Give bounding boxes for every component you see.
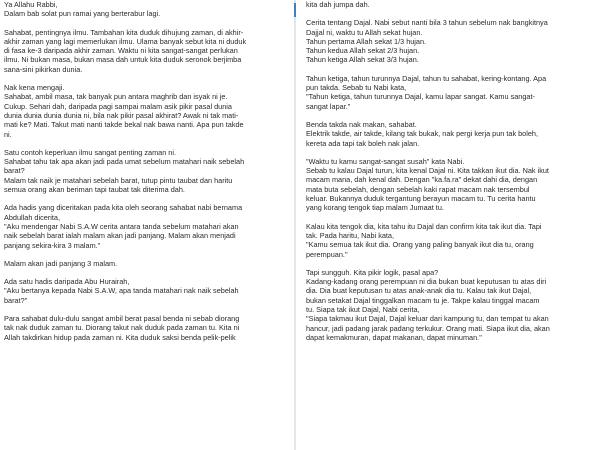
text-line: dia. Dia buat keputusan tu atas anak-anak dia tu. Kalau tak ikut Dajal,: [306, 286, 532, 296]
text-line: Abdullah dicerita,: [4, 212, 60, 222]
text-line: tu. Siapa tak ikut Dajal, Nabi cerita,: [306, 305, 420, 315]
text-line: pun takda. Sebab tu Nabi kata,: [306, 83, 407, 93]
scroll-marker[interactable]: [294, 3, 296, 17]
text-line: Para sahabat dulu-dulu sangat ambil berat pasal benda ni sebab diorang: [4, 314, 240, 324]
text-line: Allah takdirkan hidup pada zaman ni. Kita duduk saksi benda pelik-pelik: [4, 332, 236, 342]
paragraph: [4, 277, 286, 305]
paragraph: [306, 222, 596, 259]
text-line: Malam tak naik je matahari sebelah barat, tutup pintu taubat dan haritu: [4, 175, 233, 185]
text-line: Sahabat, ambil masa, tak banyak pun antara maghrib dan isyak ni je.: [4, 92, 228, 102]
text-line: Kalau kita tengok dia, kita tahu itu Dajal dan confirm kita tak ikut dia. Tapi: [306, 221, 542, 231]
text-line: Ada hadis yang diceritakan pada kita oleh seorang sahabat nabi bernama: [4, 203, 243, 213]
text-line: kita dah jumpa dah.: [306, 0, 370, 9]
text-line: hancur, jadi padang jarak padang terkukur. Orang mati. Siapa ikut dia, akan: [306, 323, 550, 333]
text-line: kereta ada tapi tak boleh nak jalan.: [306, 138, 420, 148]
text-line: Dajjal ni, waktu tu Allah sekat hujan.: [306, 27, 423, 37]
text-line: Nak kena mengaji.: [4, 83, 65, 93]
text-line: tak. Pada haritu, Nabi kata,: [306, 230, 395, 240]
text-line: "Kamu semua tak ikut dia. Orang yang paling banyak ikut dia tu, orang: [306, 240, 534, 250]
text-line: Tahun kedua Allah sekat 2/3 hujan.: [306, 46, 420, 56]
paragraph: [306, 18, 596, 64]
text-line: Tapi sungguh. Kita pikir logik, pasal apa?: [306, 267, 439, 277]
text-line: mata buta sebelah, dengan sebelah kaki rapat macam nak tersembul: [306, 184, 530, 194]
text-line: Tahun pertama Allah sekat 1/3 hujan.: [306, 36, 427, 46]
text-line: "Tahun ketiga, tahun turunnya Dajal, kamu lapar sangat. Kamu sangat-: [306, 92, 535, 102]
paragraph: [4, 203, 286, 249]
text-line: Dalam bab solat pun ramai yang berterabur lagi.: [4, 9, 161, 19]
text-line: perempuan.": [306, 249, 348, 259]
text-line: "Siapa takmau ikut Dajal, Dajal keluar dari kampung tu, dan tempat tu akan: [306, 314, 549, 324]
text-line: sangat lapar.": [306, 101, 351, 111]
text-line: semua orang akan beriman tapi taubat tak diterima dah.: [4, 185, 185, 195]
text-line: ilmu. Ni bukan masa, bukan masa dah untuk kita duduk seronok berjimba: [4, 55, 242, 65]
text-line: Tahun ketiga Allah sekat 3/3 hujan.: [306, 55, 419, 65]
paragraph: [4, 259, 286, 268]
text-line: keluar. Bukannya duduk tergantung berayun macam tu. Tu cerita hantu: [306, 194, 536, 204]
text-line: barat?": [4, 295, 28, 305]
text-line: mati ke? Mati. Takut mati nanti takde bekal nak bawa nanti. Apa pun takde: [4, 120, 244, 130]
text-line: Cerita tentang Dajal. Nabi sebut nanti bila 3 tahun sebelum nak bangkitnya: [306, 18, 548, 28]
text-line: macam mana, dah kenal dah. Dengan "ka.fa.ra" dekat dahi dia, dengan: [306, 175, 538, 185]
left-column: [4, 0, 286, 450]
text-line: Malam akan jadi panjang 3 malam.: [4, 258, 118, 268]
text-line: Satu contoh keperluan ilmu sangat penting zaman ni.: [4, 147, 176, 157]
text-line: "Waktu tu kamu sangat-sangat susah" kata Nabi.: [306, 156, 465, 166]
text-line: akhir zaman yang lagi memerlukan ilmu. Ulama banyak sebut kita ni duduk: [4, 36, 247, 46]
text-line: Ya Allahu Rabbi,: [4, 0, 58, 9]
text-line: naik sebelah barat ialah malam akan jadi panjang. Malam akan menjadi: [4, 231, 236, 241]
text-line: di fasa ke-3 daripada akhir zaman. Waktu ni kita sangat-sangat perlukan: [4, 46, 238, 56]
text-line: sana-sini pikirkan dunia.: [4, 64, 83, 74]
text-line: barat?: [4, 166, 25, 176]
text-line: Ada satu hadis daripada Abu Hurairah,: [4, 277, 130, 287]
paragraph: [4, 0, 286, 19]
paragraph: [306, 74, 596, 111]
text-line: Sebab tu kalau Dajal turun, kita kenal Dajal ni. Kita takkan ikut dia. Nak ikut: [306, 166, 549, 176]
right-column: [306, 0, 596, 450]
paragraph: [4, 28, 286, 74]
paragraph: [306, 0, 596, 9]
text-line: dunia dunia dunia dunia ni, bila nak pikir pasal akhirat? Awak ni tak mati-: [4, 110, 239, 120]
text-line: Sahabat tahu tak apa akan jadi pada umat sebelum matahari naik sebelah: [4, 157, 245, 167]
text-line: panjang sekira-kira 3 malam.": [4, 240, 101, 250]
text-line: ni.: [4, 129, 12, 139]
text-line: "Aku bertanya kepada Nabi S.A.W, apa tanda matahari nak naik sebelah: [4, 286, 239, 296]
column-divider: [294, 0, 296, 450]
text-line: dapat kemakmuran, dapat makanan, dapat minuman.": [306, 332, 482, 342]
text-line: tak nak duduk zaman tu. Diorang takut nak duduk pada zaman tu. Kita ni: [4, 323, 240, 333]
paragraph: [306, 157, 596, 213]
paragraph: [306, 268, 596, 342]
text-line: Elektrik takde, air takde, kilang tak bukak, nak pergi kerja pun tak boleh,: [306, 129, 539, 139]
text-line: "Aku mendengar Nabi S.A.W cerita antara tanda sebelum matahari akan: [4, 221, 239, 231]
text-line: Cukup. Sehari dah, daripada pagi sampai malam asik pikir pasal dunia: [4, 101, 232, 111]
text-line: Tahun ketiga, tahun turunnya Dajal, tahun tu sahabat, kering-kontang. Apa: [306, 73, 547, 83]
text-line: bukan setakat Dajal tinggalkan macam tu je. Takpe kalau tinggal macam: [306, 295, 540, 305]
paragraph: [4, 148, 286, 194]
text-line: Kadang-kadang orang perempuan ni dia bukan buat keputusan tu atas diri: [306, 277, 547, 287]
paragraph: [4, 83, 286, 139]
paragraph: [4, 314, 286, 342]
text-line: yang korang tengok tiap malam Jumaat tu.: [306, 203, 444, 213]
text-line: Benda takda nak makan, sahabat.: [306, 119, 417, 129]
text-line: Sahabat, pentingnya ilmu. Tambahan kita duduk dihujung zaman, di akhir-: [4, 27, 244, 37]
paragraph: [306, 120, 596, 148]
